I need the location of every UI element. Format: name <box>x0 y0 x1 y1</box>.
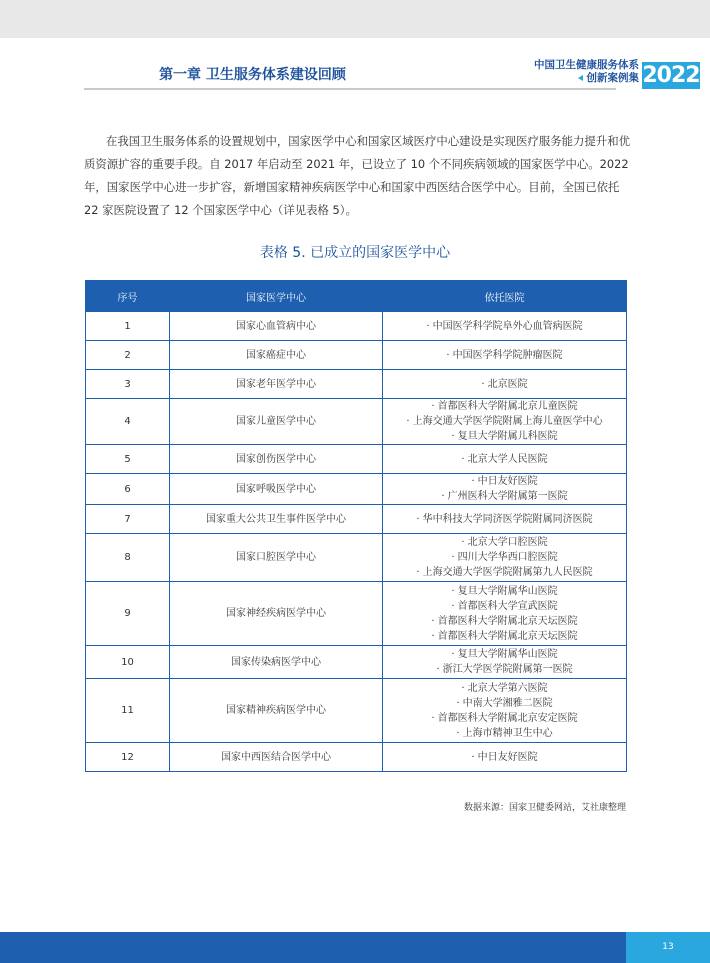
center-name: 国家心血管病中心 <box>170 312 383 341</box>
hospital-list <box>383 399 627 445</box>
center-name: 国家儿童医学中心 <box>170 399 383 445</box>
row-number: 7 <box>86 505 170 534</box>
hospital-item: · 上海交通大学医学院附属上海儿童医学中心 <box>406 416 603 427</box>
hospital-list <box>383 474 627 505</box>
table-row <box>86 399 627 445</box>
center-name: 国家呼吸医学中心 <box>170 474 383 505</box>
row-number: 11 <box>86 679 170 743</box>
hospital-list <box>383 679 627 743</box>
header-center: 国家医学中心 <box>170 281 383 312</box>
center-name: 国家传染病医学中心 <box>170 646 383 679</box>
publication-brand <box>521 59 639 85</box>
table-caption: 表格 5. 已成立的国家医学中心 <box>259 245 451 261</box>
chapter-title: 第一章 卫生服务体系建设回顾 <box>159 67 346 83</box>
hospital-list <box>383 534 627 582</box>
hospital-list <box>383 743 627 772</box>
table-row <box>86 582 627 646</box>
brand-line-1: 中国卫生健康服务体系 <box>534 59 639 71</box>
hospital-item: · 首都医科大学宣武医院 <box>451 600 558 612</box>
center-name: 国家中西医结合医学中心 <box>170 743 383 772</box>
row-number: 9 <box>86 582 170 646</box>
table-row <box>86 474 627 505</box>
hospital-item: · 华中科技大学同济医学院附属同济医院 <box>416 513 593 525</box>
header-rule <box>84 88 616 90</box>
center-name: 国家精神疾病医学中心 <box>170 679 383 743</box>
hospital-item: · 复旦大学附属华山医院 <box>451 649 558 660</box>
hospital-item: · 首都医科大学附属北京天坛医院 <box>431 630 578 642</box>
center-name: 国家神经疾病医学中心 <box>170 582 383 646</box>
hospital-item: · 中国医学科学院阜外心血管病医院 <box>426 320 583 332</box>
center-name: 国家重大公共卫生事件医学中心 <box>170 505 383 534</box>
header-hospital: 依托医院 <box>383 281 627 312</box>
row-number: 6 <box>86 474 170 505</box>
table-row <box>86 646 627 679</box>
hospital-item: · 北京大学第六医院 <box>461 682 548 694</box>
page-number: 13 <box>626 932 710 963</box>
table-row <box>86 743 627 772</box>
hospital-item: · 中南大学湘雅二医院 <box>456 697 553 709</box>
table-row <box>86 534 627 582</box>
hospital-item: · 复旦大学附属儿科医院 <box>451 431 558 442</box>
intro-paragraph: 在我国卫生服务体系的设置规划中，国家医学中心和国家区域医疗中心建设是实现医疗服务能力提升和优质资源扩容的重要手段。自 2017 年启动至 2021 年，已设立了 10 个不同疾病领域的国家医学中心。2022 年，国家医学中心进一步扩容，新增国家精神疾病医学中心和国家中西医结合医学中心。目前，全国已依托 22 家医院设置了 12 个国家医学中心（详见表格 5）。 <box>84 134 630 217</box>
hospital-item: · 上海交通大学医学院附属第九人民医院 <box>416 567 593 578</box>
hospital-item: · 首都医科大学附属北京儿童医院 <box>431 401 578 412</box>
hospital-item: · 浙江大学医学院附属第一医院 <box>436 664 573 675</box>
hospital-list <box>383 582 627 646</box>
table-row <box>86 445 627 474</box>
hospital-item: · 北京医院 <box>481 378 528 390</box>
hospital-item: · 中国医学科学院肿瘤医院 <box>446 349 563 361</box>
row-number: 8 <box>86 534 170 582</box>
header-no: 序号 <box>86 281 170 312</box>
table-header-row <box>86 281 627 312</box>
hospital-item: · 复旦大学附属华山医院 <box>451 585 558 597</box>
national-medical-centers-table <box>85 280 627 772</box>
row-number: 4 <box>86 399 170 445</box>
hospital-item: · 四川大学华西口腔医院 <box>451 552 558 563</box>
hospital-list <box>383 312 627 341</box>
footer-bar <box>0 932 710 963</box>
row-number: 2 <box>86 341 170 370</box>
center-name: 国家创伤医学中心 <box>170 445 383 474</box>
table-row <box>86 505 627 534</box>
hospital-item: · 中日友好医院 <box>471 476 538 487</box>
hospital-list <box>383 370 627 399</box>
table-row <box>86 312 627 341</box>
center-name: 国家口腔医学中心 <box>170 534 383 582</box>
row-number: 3 <box>86 370 170 399</box>
hospital-item: · 首都医科大学附属北京天坛医院 <box>431 615 578 627</box>
hospital-list <box>383 445 627 474</box>
hospital-item: · 中日友好医院 <box>471 751 538 763</box>
table-body <box>86 312 627 772</box>
row-number: 12 <box>86 743 170 772</box>
triangle-marker-icon <box>578 75 583 81</box>
center-name: 国家癌症中心 <box>170 341 383 370</box>
row-number: 5 <box>86 445 170 474</box>
top-band <box>0 0 710 38</box>
brand-line-2 <box>521 72 639 85</box>
hospital-item: · 首都医科大学附属北京安定医院 <box>431 712 578 724</box>
row-number: 10 <box>86 646 170 679</box>
brand-line-2-text: 创新案例集 <box>586 72 639 84</box>
table-row <box>86 679 627 743</box>
table-row <box>86 370 627 399</box>
row-number: 1 <box>86 312 170 341</box>
hospital-item: · 上海市精神卫生中心 <box>456 727 553 739</box>
hospital-list <box>383 646 627 679</box>
source-note: 数据来源：国家卫健委网站，艾社康整理 <box>463 803 626 813</box>
year-badge: 2022 <box>642 63 700 88</box>
hospital-item: · 北京大学口腔医院 <box>461 537 548 548</box>
hospital-item: · 广州医科大学附属第一医院 <box>441 491 568 502</box>
hospital-item: · 北京大学人民医院 <box>461 453 548 465</box>
hospital-list <box>383 341 627 370</box>
hospital-list <box>383 505 627 534</box>
table-row <box>86 341 627 370</box>
center-name: 国家老年医学中心 <box>170 370 383 399</box>
